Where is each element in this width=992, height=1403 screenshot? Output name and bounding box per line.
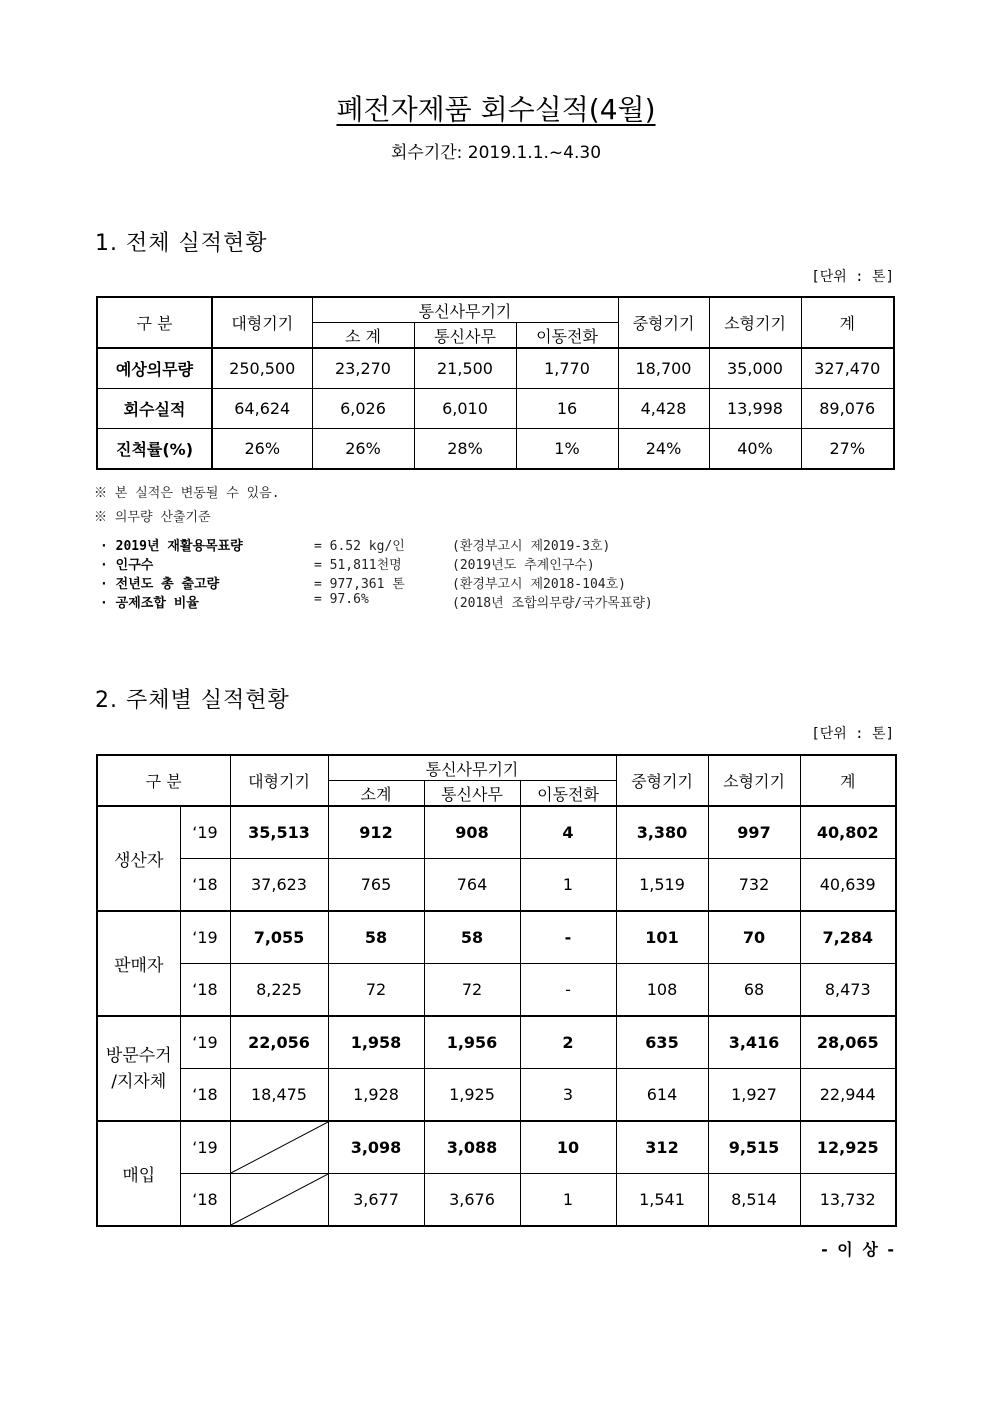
cell: 4,428 — [618, 389, 709, 429]
cell: 28% — [414, 429, 516, 470]
document-title — [0, 88, 992, 128]
cell: 1,519 — [616, 859, 708, 912]
table-row — [97, 911, 896, 964]
diagonal-line — [231, 1122, 328, 1173]
cell: 1 — [520, 1174, 616, 1227]
cell: 8,225 — [230, 964, 328, 1017]
table-row — [97, 1016, 896, 1069]
note-variable: ※ 본 실적은 변동될 수 있음. — [94, 486, 280, 501]
year-label: ‘18 — [180, 1174, 230, 1227]
header-mobile: 이동전화 — [516, 323, 618, 349]
cell: 635 — [616, 1016, 708, 1069]
group-label: 방문수거 /지자체 — [97, 1016, 180, 1121]
overall-performance-table — [96, 296, 895, 470]
diagonal-line — [231, 1174, 328, 1225]
table-row — [97, 429, 894, 470]
cell: 22,944 — [800, 1069, 896, 1122]
cell: 23,270 — [312, 348, 414, 389]
criteria-value: = 51,811천명 — [314, 558, 402, 573]
empty-diagonal-cell — [230, 1121, 328, 1174]
cell: 72 — [424, 964, 520, 1017]
cell: 8,514 — [708, 1174, 800, 1227]
cell: 732 — [708, 859, 800, 912]
criteria-value: = 977,361 톤 — [314, 577, 405, 592]
cell: 40% — [709, 429, 801, 470]
group-label: 생산자 — [97, 806, 180, 911]
row-label: 회수실적 — [97, 389, 212, 429]
cell: 3,416 — [708, 1016, 800, 1069]
cell: 3,380 — [616, 806, 708, 859]
cell: 35,513 — [230, 806, 328, 859]
table-row — [97, 389, 894, 429]
header-mobile: 이동전화 — [520, 781, 616, 807]
header-subtotal: 소계 — [328, 781, 424, 807]
collection-period: 회수기간: 2019.1.1.~4.30 — [390, 143, 602, 163]
criteria-label: · 2019년 재활용목표량 — [100, 539, 243, 554]
table-row — [97, 806, 896, 859]
header-office: 통신사무 — [414, 323, 516, 349]
cell: 13,998 — [709, 389, 801, 429]
cell: 997 — [708, 806, 800, 859]
section1-unit: [단위 : 톤] — [811, 269, 894, 285]
cell: 765 — [328, 859, 424, 912]
header-comm-group: 통신사무기기 — [312, 297, 618, 323]
cell: 1,541 — [616, 1174, 708, 1227]
cell: 250,500 — [212, 348, 312, 389]
cell: 764 — [424, 859, 520, 912]
cell: 1,958 — [328, 1016, 424, 1069]
header-subtotal: 소 계 — [312, 323, 414, 349]
cell: 9,515 — [708, 1121, 800, 1174]
table-row — [97, 964, 896, 1017]
cell: 72 — [328, 964, 424, 1017]
cell: 1% — [516, 429, 618, 470]
cell: 64,624 — [212, 389, 312, 429]
row-label: 예상의무량 — [97, 348, 212, 389]
header-large: 대형기기 — [212, 297, 312, 348]
section2-unit: [단위 : 톤] — [811, 726, 894, 742]
cell: 35,000 — [709, 348, 801, 389]
header-comm-group: 통신사무기기 — [328, 755, 616, 781]
cell: 12,925 — [800, 1121, 896, 1174]
cell: 108 — [616, 964, 708, 1017]
cell: 40,639 — [800, 859, 896, 912]
cell: 40,802 — [800, 806, 896, 859]
header-total: 계 — [801, 297, 894, 348]
cell: 3,098 — [328, 1121, 424, 1174]
row-label: 진척률(%) — [97, 429, 212, 470]
cell: 4 — [520, 806, 616, 859]
section1-heading: 1. 전체 실적현황 — [95, 231, 268, 256]
cell: 18,475 — [230, 1069, 328, 1122]
cell: 28,065 — [800, 1016, 896, 1069]
cell: 26% — [212, 429, 312, 470]
criteria-value: = 6.52 kg/인 — [314, 539, 405, 554]
cell: 58 — [328, 911, 424, 964]
header-medium: 중형기기 — [616, 755, 708, 806]
cell: 101 — [616, 911, 708, 964]
header-medium: 중형기기 — [618, 297, 709, 348]
year-label: ‘19 — [180, 1121, 230, 1174]
table-row — [97, 1121, 896, 1174]
cell: 3,676 — [424, 1174, 520, 1227]
cell: 21,500 — [414, 348, 516, 389]
cell: 70 — [708, 911, 800, 964]
cell: 24% — [618, 429, 709, 470]
criteria-source: (2018년 조합의무량/국가목표량) — [452, 596, 653, 611]
cell: 18,700 — [618, 348, 709, 389]
cell: 89,076 — [801, 389, 894, 429]
empty-diagonal-cell — [230, 1174, 328, 1227]
year-label: ‘18 — [180, 964, 230, 1017]
cell: 1,928 — [328, 1069, 424, 1122]
header-category: 구 분 — [97, 297, 212, 348]
year-label: ‘19 — [180, 806, 230, 859]
cell: 37,623 — [230, 859, 328, 912]
cell: 7,055 — [230, 911, 328, 964]
criteria-label: · 인구수 — [100, 558, 154, 573]
cell: - — [520, 964, 616, 1017]
cell: 58 — [424, 911, 520, 964]
cell: 1,927 — [708, 1069, 800, 1122]
cell: - — [520, 911, 616, 964]
year-label: ‘18 — [180, 1069, 230, 1122]
criteria-source: (2019년도 추계인구수) — [452, 558, 595, 573]
cell: 26% — [312, 429, 414, 470]
criteria-source: (환경부고시 제2018-104호) — [452, 577, 626, 592]
cell: 912 — [328, 806, 424, 859]
cell: 3 — [520, 1069, 616, 1122]
cell: 6,026 — [312, 389, 414, 429]
year-label: ‘19 — [180, 911, 230, 964]
cell: 1,925 — [424, 1069, 520, 1122]
end-mark: - 이 상 - — [821, 1240, 896, 1259]
criteria-label: · 공제조합 비율 — [100, 596, 199, 611]
cell: 7,284 — [800, 911, 896, 964]
cell: 22,056 — [230, 1016, 328, 1069]
cell: 1,956 — [424, 1016, 520, 1069]
header-category: 구 분 — [97, 755, 230, 806]
cell: 1 — [520, 859, 616, 912]
header-total: 계 — [800, 755, 896, 806]
table-row — [97, 859, 896, 912]
criteria-label: · 전년도 총 출고량 — [100, 577, 220, 592]
cell: 2 — [520, 1016, 616, 1069]
cell: 16 — [516, 389, 618, 429]
cell: 3,088 — [424, 1121, 520, 1174]
cell: 1,770 — [516, 348, 618, 389]
section2-heading: 2. 주체별 실적현황 — [95, 688, 290, 713]
cell: 614 — [616, 1069, 708, 1122]
cell: 3,677 — [328, 1174, 424, 1227]
document-title-text: 폐전자제품 회수실적(4월) — [336, 93, 656, 126]
group-label: 판매자 — [97, 911, 180, 1016]
cell: 10 — [520, 1121, 616, 1174]
year-label: ‘19 — [180, 1016, 230, 1069]
header-office: 통신사무 — [424, 781, 520, 807]
performance-by-entity-table — [96, 754, 897, 1227]
group-label: 매입 — [97, 1121, 180, 1226]
table-row — [97, 1174, 896, 1227]
cell: 327,470 — [801, 348, 894, 389]
cell: 8,473 — [800, 964, 896, 1017]
table-row — [97, 1069, 896, 1122]
cell: 27% — [801, 429, 894, 470]
criteria-value: = 97.6% — [314, 592, 369, 607]
year-label: ‘18 — [180, 859, 230, 912]
note-criteria: ※ 의무량 산출기준 — [94, 510, 211, 525]
table-row — [97, 348, 894, 389]
header-small: 소형기기 — [708, 755, 800, 806]
cell: 312 — [616, 1121, 708, 1174]
cell: 908 — [424, 806, 520, 859]
cell: 68 — [708, 964, 800, 1017]
criteria-source: (환경부고시 제2019-3호) — [452, 539, 611, 554]
cell: 13,732 — [800, 1174, 896, 1227]
cell: 6,010 — [414, 389, 516, 429]
header-large: 대형기기 — [230, 755, 328, 806]
header-small: 소형기기 — [709, 297, 801, 348]
